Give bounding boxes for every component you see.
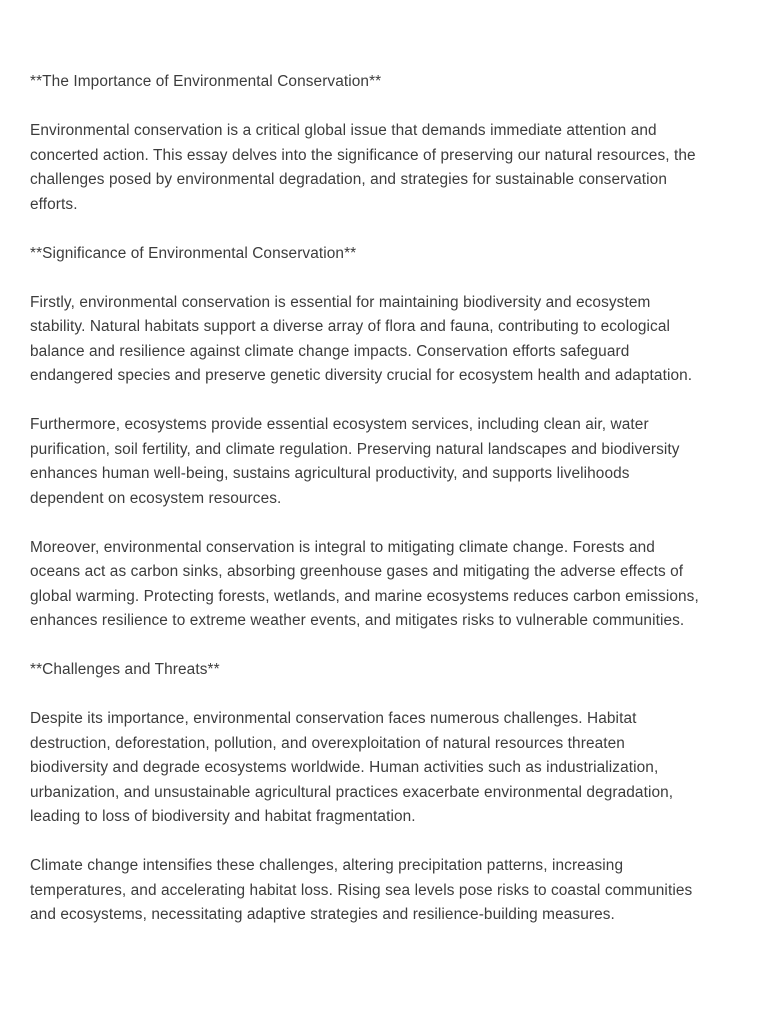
section-heading-significance — [30, 242, 742, 267]
text-line: **Challenges and Threats** — [30, 661, 220, 678]
paragraph-climate-mitigation — [30, 536, 742, 634]
text-line: temperatures, and accelerating habitat loss. Rising sea levels pose risks to coastal communities — [30, 881, 693, 899]
paragraph-climate-change — [30, 854, 742, 928]
essay-title — [30, 70, 742, 95]
text-line: Despite its importance, environmental conservation faces numerous challenges. Habitat — [30, 710, 637, 727]
text-line: purification, soil fertility, and climate regulation. Preserving natural landscapes and biodiversity — [30, 440, 680, 458]
text-line: oceans act as carbon sinks, absorbing greenhouse gases and mitigating the adverse effects of — [30, 563, 684, 580]
text-line: enhances human well-being, sustains agricultural productivity, and supports livelihoods — [30, 465, 630, 482]
text-line: enhances resilience to extreme weather events, and mitigates risks to vulnerable communities. — [30, 612, 685, 629]
text-line: balance and resilience against climate change impacts. Conservation efforts safeguard — [30, 342, 630, 360]
text-line: Moreover, environmental conservation is integral to mitigating climate change. Forests and — [30, 538, 655, 556]
essay-document — [30, 70, 742, 952]
text-line: biodiversity and degrade ecosystems worldwide. Human activities such as industrialization, — [30, 759, 659, 776]
text-line: Climate change intensifies these challenges, altering precipitation patterns, increasing — [30, 857, 624, 874]
text-line: Firstly, environmental conservation is essential for maintaining biodiversity and ecosystem — [30, 293, 651, 311]
text-line: leading to loss of biodiversity and habitat fragmentation. — [30, 808, 416, 825]
paragraph-biodiversity — [30, 291, 742, 389]
text-line: **The Importance of Environmental Conservation** — [30, 73, 382, 90]
text-line: challenges posed by environmental degradation, and strategies for sustainable conservation — [30, 171, 667, 188]
section-heading-challenges — [30, 658, 742, 683]
text-line: endangered species and preserve genetic diversity crucial for ecosystem health and adaptation. — [30, 367, 693, 384]
text-line: global warming. Protecting forests, wetlands, and marine ecosystems reduces carbon emissions, — [30, 587, 699, 605]
intro-paragraph — [30, 119, 742, 217]
text-line: urbanization, and unsustainable agricultural practices exacerbate environmental degradation, — [30, 783, 674, 801]
text-line: destruction, deforestation, pollution, and overexploitation of natural resources threaten — [30, 734, 625, 752]
paragraph-ecosystem-services — [30, 413, 742, 511]
text-line: and ecosystems, necessitating adaptive strategies and resilience-building measures. — [30, 906, 615, 923]
text-line: dependent on ecosystem resources. — [30, 489, 282, 507]
text-line: stability. Natural habitats support a diverse array of flora and fauna, contributing to ecological — [30, 318, 671, 335]
text-line: **Significance of Environmental Conservation** — [30, 244, 357, 262]
text-line: efforts. — [30, 195, 78, 213]
text-line: Furthermore, ecosystems provide essential ecosystem services, including clean air, water — [30, 416, 649, 433]
paragraph-threats — [30, 707, 742, 830]
text-line: Environmental conservation is a critical global issue that demands immediate attention and — [30, 122, 657, 139]
text-line: concerted action. This essay delves into the significance of preserving our natural resources, the — [30, 146, 696, 164]
